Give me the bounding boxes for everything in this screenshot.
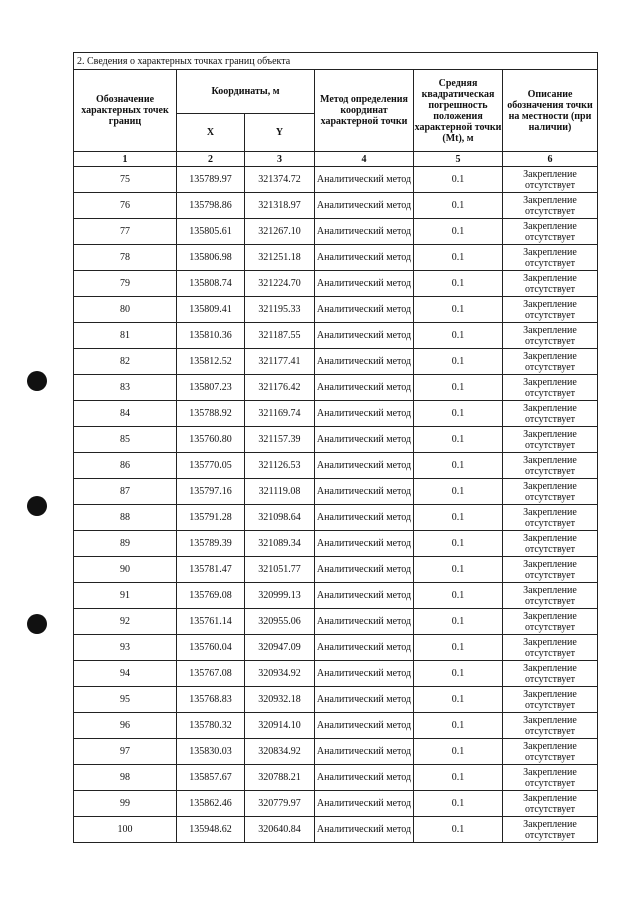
y-coordinate-cell: 321374.72 bbox=[245, 167, 315, 193]
error-cell: 0.1 bbox=[414, 245, 503, 271]
description-cell: Закрепление отсутствует bbox=[503, 375, 598, 401]
x-coordinate-cell: 135797.16 bbox=[177, 479, 245, 505]
header-designation: Обозначение характерных точек границ bbox=[74, 70, 177, 152]
y-coordinate-cell: 321169.74 bbox=[245, 401, 315, 427]
error-cell: 0.1 bbox=[414, 323, 503, 349]
boundary-points-table bbox=[73, 52, 598, 843]
method-cell: Аналитический метод bbox=[315, 245, 414, 271]
y-coordinate-cell: 321176.42 bbox=[245, 375, 315, 401]
column-number: 6 bbox=[503, 152, 598, 167]
method-cell: Аналитический метод bbox=[315, 401, 414, 427]
y-coordinate-cell: 321187.55 bbox=[245, 323, 315, 349]
error-cell: 0.1 bbox=[414, 817, 503, 843]
error-cell: 0.1 bbox=[414, 687, 503, 713]
x-coordinate-cell: 135789.39 bbox=[177, 531, 245, 557]
description-cell: Закрепление отсутствует bbox=[503, 271, 598, 297]
method-cell: Аналитический метод bbox=[315, 453, 414, 479]
description-cell: Закрепление отсутствует bbox=[503, 505, 598, 531]
method-cell: Аналитический метод bbox=[315, 271, 414, 297]
column-number: 4 bbox=[315, 152, 414, 167]
description-cell: Закрепление отсутствует bbox=[503, 687, 598, 713]
column-number-row bbox=[74, 152, 598, 167]
point-id-cell: 81 bbox=[74, 323, 177, 349]
y-coordinate-cell: 321126.53 bbox=[245, 453, 315, 479]
y-coordinate-cell: 321195.33 bbox=[245, 297, 315, 323]
header-x: X bbox=[177, 114, 245, 152]
table-row bbox=[74, 791, 598, 817]
point-id-cell: 84 bbox=[74, 401, 177, 427]
x-coordinate-cell: 135770.05 bbox=[177, 453, 245, 479]
error-cell: 0.1 bbox=[414, 271, 503, 297]
description-cell: Закрепление отсутствует bbox=[503, 713, 598, 739]
description-cell: Закрепление отсутствует bbox=[503, 193, 598, 219]
y-coordinate-cell: 321098.64 bbox=[245, 505, 315, 531]
description-cell: Закрепление отсутствует bbox=[503, 531, 598, 557]
point-id-cell: 100 bbox=[74, 817, 177, 843]
y-coordinate-cell: 321318.97 bbox=[245, 193, 315, 219]
x-coordinate-cell: 135767.08 bbox=[177, 661, 245, 687]
x-coordinate-cell: 135805.61 bbox=[177, 219, 245, 245]
description-cell: Закрепление отсутствует bbox=[503, 479, 598, 505]
table-row bbox=[74, 401, 598, 427]
method-cell: Аналитический метод bbox=[315, 323, 414, 349]
x-coordinate-cell: 135806.98 bbox=[177, 245, 245, 271]
x-coordinate-cell: 135761.14 bbox=[177, 609, 245, 635]
error-cell: 0.1 bbox=[414, 765, 503, 791]
error-cell: 0.1 bbox=[414, 479, 503, 505]
description-cell: Закрепление отсутствует bbox=[503, 557, 598, 583]
method-cell: Аналитический метод bbox=[315, 297, 414, 323]
point-id-cell: 76 bbox=[74, 193, 177, 219]
method-cell: Аналитический метод bbox=[315, 661, 414, 687]
y-coordinate-cell: 321157.39 bbox=[245, 427, 315, 453]
table-body bbox=[74, 167, 598, 843]
method-cell: Аналитический метод bbox=[315, 609, 414, 635]
table-row bbox=[74, 557, 598, 583]
x-coordinate-cell: 135781.47 bbox=[177, 557, 245, 583]
error-cell: 0.1 bbox=[414, 791, 503, 817]
description-cell: Закрепление отсутствует bbox=[503, 167, 598, 193]
description-cell: Закрепление отсутствует bbox=[503, 817, 598, 843]
y-coordinate-cell: 320779.97 bbox=[245, 791, 315, 817]
header-coordinates: Координаты, м bbox=[177, 70, 315, 114]
method-cell: Аналитический метод bbox=[315, 375, 414, 401]
method-cell: Аналитический метод bbox=[315, 427, 414, 453]
method-cell: Аналитический метод bbox=[315, 817, 414, 843]
table-row bbox=[74, 505, 598, 531]
y-coordinate-cell: 321119.08 bbox=[245, 479, 315, 505]
point-id-cell: 98 bbox=[74, 765, 177, 791]
table-row bbox=[74, 687, 598, 713]
x-coordinate-cell: 135810.36 bbox=[177, 323, 245, 349]
description-cell: Закрепление отсутствует bbox=[503, 453, 598, 479]
y-coordinate-cell: 320640.84 bbox=[245, 817, 315, 843]
error-cell: 0.1 bbox=[414, 167, 503, 193]
y-coordinate-cell: 320932.18 bbox=[245, 687, 315, 713]
method-cell: Аналитический метод bbox=[315, 557, 414, 583]
x-coordinate-cell: 135780.32 bbox=[177, 713, 245, 739]
x-coordinate-cell: 135768.83 bbox=[177, 687, 245, 713]
error-cell: 0.1 bbox=[414, 739, 503, 765]
x-coordinate-cell: 135789.97 bbox=[177, 167, 245, 193]
x-coordinate-cell: 135791.28 bbox=[177, 505, 245, 531]
table-row bbox=[74, 635, 598, 661]
table-row bbox=[74, 479, 598, 505]
description-cell: Закрепление отсутствует bbox=[503, 401, 598, 427]
table-row bbox=[74, 609, 598, 635]
x-coordinate-cell: 135807.23 bbox=[177, 375, 245, 401]
point-id-cell: 88 bbox=[74, 505, 177, 531]
description-cell: Закрепление отсутствует bbox=[503, 427, 598, 453]
description-cell: Закрепление отсутствует bbox=[503, 661, 598, 687]
error-cell: 0.1 bbox=[414, 531, 503, 557]
method-cell: Аналитический метод bbox=[315, 349, 414, 375]
method-cell: Аналитический метод bbox=[315, 765, 414, 791]
description-cell: Закрепление отсутствует bbox=[503, 739, 598, 765]
description-cell: Закрепление отсутствует bbox=[503, 349, 598, 375]
x-coordinate-cell: 135798.86 bbox=[177, 193, 245, 219]
table-row bbox=[74, 167, 598, 193]
method-cell: Аналитический метод bbox=[315, 635, 414, 661]
table-row bbox=[74, 427, 598, 453]
point-id-cell: 86 bbox=[74, 453, 177, 479]
point-id-cell: 82 bbox=[74, 349, 177, 375]
point-id-cell: 91 bbox=[74, 583, 177, 609]
method-cell: Аналитический метод bbox=[315, 167, 414, 193]
table-row bbox=[74, 661, 598, 687]
table-row bbox=[74, 297, 598, 323]
punch-hole-mark bbox=[27, 496, 47, 516]
point-id-cell: 89 bbox=[74, 531, 177, 557]
y-coordinate-cell: 321177.41 bbox=[245, 349, 315, 375]
header-description: Описание обозначения точки на местности (при наличии) bbox=[503, 70, 598, 152]
error-cell: 0.1 bbox=[414, 297, 503, 323]
y-coordinate-cell: 320947.09 bbox=[245, 635, 315, 661]
method-cell: Аналитический метод bbox=[315, 193, 414, 219]
method-cell: Аналитический метод bbox=[315, 479, 414, 505]
header-y: Y bbox=[245, 114, 315, 152]
x-coordinate-cell: 135808.74 bbox=[177, 271, 245, 297]
table-row bbox=[74, 453, 598, 479]
x-coordinate-cell: 135862.46 bbox=[177, 791, 245, 817]
description-cell: Закрепление отсутствует bbox=[503, 791, 598, 817]
x-coordinate-cell: 135788.92 bbox=[177, 401, 245, 427]
error-cell: 0.1 bbox=[414, 609, 503, 635]
x-coordinate-cell: 135769.08 bbox=[177, 583, 245, 609]
table-row bbox=[74, 713, 598, 739]
error-cell: 0.1 bbox=[414, 557, 503, 583]
table-row bbox=[74, 375, 598, 401]
method-cell: Аналитический метод bbox=[315, 531, 414, 557]
x-coordinate-cell: 135809.41 bbox=[177, 297, 245, 323]
description-cell: Закрепление отсутствует bbox=[503, 219, 598, 245]
table-row bbox=[74, 765, 598, 791]
table-row bbox=[74, 739, 598, 765]
error-cell: 0.1 bbox=[414, 219, 503, 245]
point-id-cell: 83 bbox=[74, 375, 177, 401]
error-cell: 0.1 bbox=[414, 505, 503, 531]
x-coordinate-cell: 135857.67 bbox=[177, 765, 245, 791]
y-coordinate-cell: 320788.21 bbox=[245, 765, 315, 791]
error-cell: 0.1 bbox=[414, 713, 503, 739]
y-coordinate-cell: 321251.18 bbox=[245, 245, 315, 271]
method-cell: Аналитический метод bbox=[315, 219, 414, 245]
y-coordinate-cell: 321051.77 bbox=[245, 557, 315, 583]
y-coordinate-cell: 320955.06 bbox=[245, 609, 315, 635]
table-row bbox=[74, 219, 598, 245]
description-cell: Закрепление отсутствует bbox=[503, 765, 598, 791]
table-row bbox=[74, 193, 598, 219]
description-cell: Закрепление отсутствует bbox=[503, 323, 598, 349]
error-cell: 0.1 bbox=[414, 453, 503, 479]
table-row bbox=[74, 583, 598, 609]
error-cell: 0.1 bbox=[414, 583, 503, 609]
method-cell: Аналитический метод bbox=[315, 583, 414, 609]
description-cell: Закрепление отсутствует bbox=[503, 297, 598, 323]
error-cell: 0.1 bbox=[414, 635, 503, 661]
punch-hole-mark bbox=[27, 614, 47, 634]
point-id-cell: 85 bbox=[74, 427, 177, 453]
point-id-cell: 78 bbox=[74, 245, 177, 271]
method-cell: Аналитический метод bbox=[315, 739, 414, 765]
y-coordinate-cell: 321224.70 bbox=[245, 271, 315, 297]
table-caption: 2. Сведения о характерных точках границ объекта bbox=[74, 53, 598, 70]
point-id-cell: 80 bbox=[74, 297, 177, 323]
header-error: Средняя квадратическая погрешность положения характерной точки (Mt), м bbox=[414, 70, 503, 152]
y-coordinate-cell: 321089.34 bbox=[245, 531, 315, 557]
column-number: 2 bbox=[177, 152, 245, 167]
table-row bbox=[74, 271, 598, 297]
y-coordinate-cell: 321267.10 bbox=[245, 219, 315, 245]
point-id-cell: 92 bbox=[74, 609, 177, 635]
error-cell: 0.1 bbox=[414, 375, 503, 401]
x-coordinate-cell: 135760.80 bbox=[177, 427, 245, 453]
point-id-cell: 93 bbox=[74, 635, 177, 661]
table-row bbox=[74, 245, 598, 271]
x-coordinate-cell: 135760.04 bbox=[177, 635, 245, 661]
x-coordinate-cell: 135948.62 bbox=[177, 817, 245, 843]
point-id-cell: 90 bbox=[74, 557, 177, 583]
table-row bbox=[74, 323, 598, 349]
description-cell: Закрепление отсутствует bbox=[503, 245, 598, 271]
point-id-cell: 96 bbox=[74, 713, 177, 739]
point-id-cell: 79 bbox=[74, 271, 177, 297]
description-cell: Закрепление отсутствует bbox=[503, 635, 598, 661]
x-coordinate-cell: 135830.03 bbox=[177, 739, 245, 765]
point-id-cell: 94 bbox=[74, 661, 177, 687]
point-id-cell: 75 bbox=[74, 167, 177, 193]
method-cell: Аналитический метод bbox=[315, 791, 414, 817]
point-id-cell: 97 bbox=[74, 739, 177, 765]
point-id-cell: 77 bbox=[74, 219, 177, 245]
punch-hole-mark bbox=[27, 371, 47, 391]
description-cell: Закрепление отсутствует bbox=[503, 583, 598, 609]
error-cell: 0.1 bbox=[414, 349, 503, 375]
x-coordinate-cell: 135812.52 bbox=[177, 349, 245, 375]
point-id-cell: 99 bbox=[74, 791, 177, 817]
y-coordinate-cell: 320914.10 bbox=[245, 713, 315, 739]
method-cell: Аналитический метод bbox=[315, 713, 414, 739]
table-row bbox=[74, 531, 598, 557]
table-row bbox=[74, 817, 598, 843]
column-number: 1 bbox=[74, 152, 177, 167]
error-cell: 0.1 bbox=[414, 427, 503, 453]
header-method: Метод определения координат характерной точки bbox=[315, 70, 414, 152]
column-number: 3 bbox=[245, 152, 315, 167]
point-id-cell: 95 bbox=[74, 687, 177, 713]
error-cell: 0.1 bbox=[414, 401, 503, 427]
y-coordinate-cell: 320934.92 bbox=[245, 661, 315, 687]
description-cell: Закрепление отсутствует bbox=[503, 609, 598, 635]
table-row bbox=[74, 349, 598, 375]
method-cell: Аналитический метод bbox=[315, 505, 414, 531]
method-cell: Аналитический метод bbox=[315, 687, 414, 713]
error-cell: 0.1 bbox=[414, 193, 503, 219]
point-id-cell: 87 bbox=[74, 479, 177, 505]
error-cell: 0.1 bbox=[414, 661, 503, 687]
y-coordinate-cell: 320834.92 bbox=[245, 739, 315, 765]
y-coordinate-cell: 320999.13 bbox=[245, 583, 315, 609]
column-number: 5 bbox=[414, 152, 503, 167]
